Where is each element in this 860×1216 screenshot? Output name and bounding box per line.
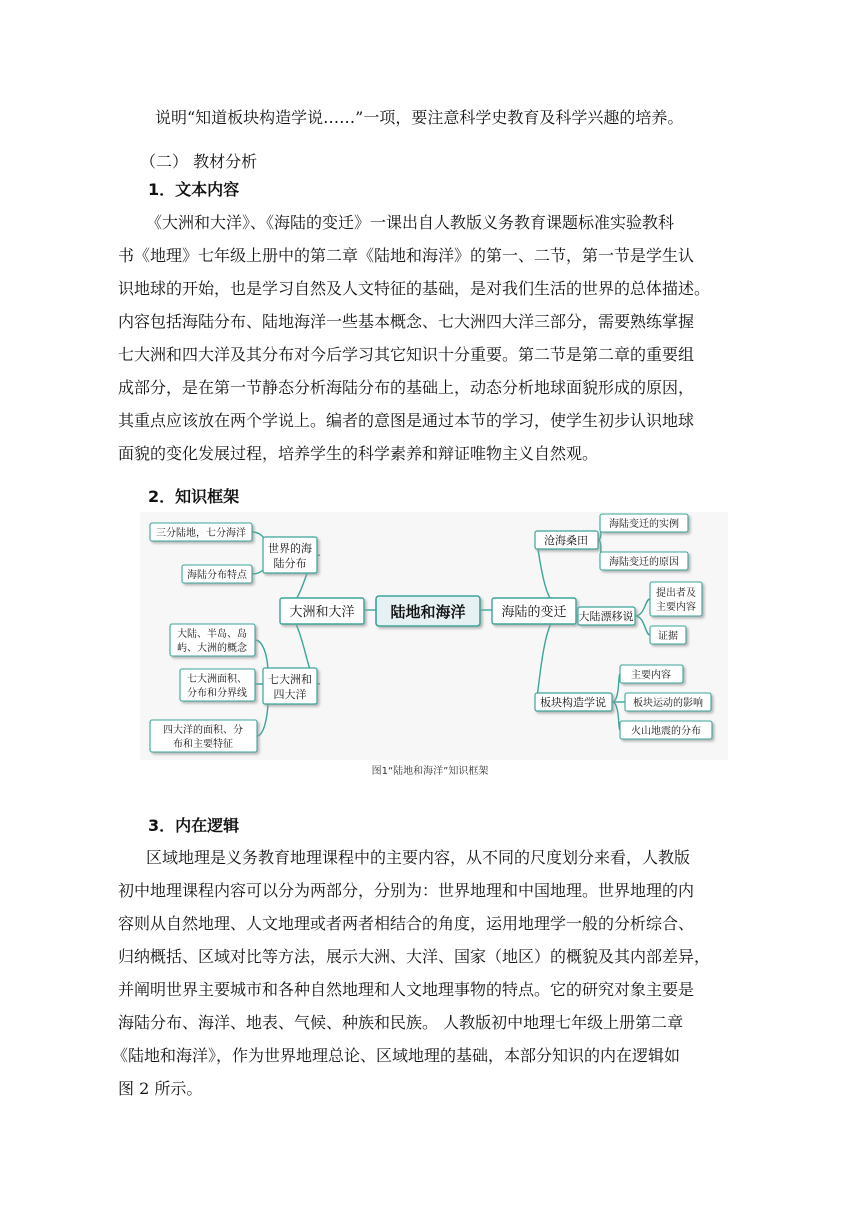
- paragraph-line: 初中地理课程内容可以分为两部分，分别为：世界地理和中国地理。世界地理的内: [118, 881, 695, 900]
- sub-node-label: 陆分布: [273, 557, 307, 570]
- main-node-continents-oceans: [280, 598, 364, 624]
- paragraph-line: 《陆地和海洋》，作为世界地理总论、区域地理的基础，本部分知识的内在逻辑如: [112, 1046, 681, 1065]
- knowledge-framework-mindmap: [140, 512, 728, 760]
- main-node-sea-land-change: [492, 598, 576, 624]
- leaf-node-label: 海陆分布特点: [187, 570, 247, 581]
- main-node-label: 海陆的变迁: [501, 605, 567, 620]
- leaf-node-label: 板块运动的影响: [633, 698, 703, 709]
- sub-node-label: 大陆漂移说: [578, 610, 634, 623]
- sub-node-label: 四大洋: [273, 688, 307, 701]
- main-node-label: 大洲和大洋: [289, 605, 355, 620]
- leaf-node-label: 火山地震的分布: [631, 726, 701, 737]
- paragraph-line: 书《地理》七年级上册中的第二章《陆地和海洋》的第一、二节，第一节是学生认: [118, 246, 695, 265]
- leaf-node: [600, 552, 688, 570]
- leaf-node-label: 布和主要特征: [173, 739, 233, 750]
- leaf-node-label: 海陆变迁的原因: [609, 557, 679, 568]
- leaf-node: [650, 582, 702, 616]
- center-node-label: 陆地和海洋: [390, 603, 466, 621]
- sub-node-continental-drift: [578, 607, 635, 625]
- subheading-internal-logic: 3．内在逻辑: [148, 816, 240, 835]
- paragraph-line: 海陆分布、海洋、地表、气候、种族和民族。 人教版初中地理七年级上册第二章: [118, 1013, 684, 1032]
- leaf-node: [625, 693, 711, 711]
- sub-node-label: 板块构造学说: [540, 696, 606, 709]
- paragraph-line: 成部分，是在第一节静态分析海陆分布的基础上，动态分析地球面貌形成的原因，: [118, 378, 695, 397]
- leaf-node-label: 屿、大洲的概念: [177, 643, 247, 654]
- leaf-node: [150, 523, 252, 541]
- leaf-node-label: 证据: [658, 631, 678, 642]
- leaf-node-label: 提出者及: [656, 588, 696, 599]
- leaf-node: [650, 626, 686, 644]
- leaf-node-label: 分布和分界线: [187, 688, 247, 699]
- sub-node-label: 沧海桑田: [544, 534, 588, 547]
- leaf-node: [600, 514, 688, 532]
- sub-node-plate-tectonics: [535, 693, 612, 711]
- paragraph-line: 《大洲和大洋》、《海陆的变迁》一课出自人教版义务教育课题标准实验教科: [146, 213, 675, 232]
- leaf-node-label: 主要内容: [631, 670, 671, 681]
- subheading-knowledge-framework: 2．知识框架: [148, 487, 240, 506]
- leaf-node: [180, 669, 255, 701]
- section-heading-textbook-analysis: （二） 教材分析: [140, 152, 258, 171]
- paragraph-line: 面貌的变化发展过程，培养学生的科学素养和辩证唯物主义自然观。: [118, 444, 599, 463]
- center-node: [376, 596, 480, 626]
- paragraph-line: 图 2 所示。: [118, 1079, 203, 1098]
- sub-node-vicissitudes: [535, 531, 598, 549]
- leaf-node-label: 海陆变迁的实例: [609, 519, 679, 530]
- leaf-node: [620, 665, 683, 683]
- paragraph-line: 归纳概括、区域对比等方法，展示大洲、大洋、国家（地区）的概貌及其内部差异，: [118, 947, 711, 966]
- paragraph-line: 区域地理是义务教育地理课程中的主要内容，从不同的尺度划分来看，人教版: [146, 848, 691, 867]
- leaf-node-label: 大陆、半岛、岛: [177, 629, 247, 640]
- figure-caption: 图1“陆地和海洋”知识框架: [371, 766, 489, 777]
- intro-line: 说明“知道板块构造学说……”一项，要注意科学史教育及科学兴趣的培养。: [155, 108, 684, 127]
- leaf-node: [182, 565, 252, 583]
- leaf-node-label: 七大洲面积、: [187, 674, 247, 685]
- leaf-node-label: 主要内容: [656, 602, 696, 613]
- leaf-node: [150, 720, 257, 752]
- paragraph-line: 其重点应该放在两个学说上。编者的意图是通过本节的学习，使学生初步认识地球: [118, 411, 695, 430]
- leaf-node-label: 四大洋的面积、分: [163, 725, 243, 736]
- sub-node-label: 七大洲和: [268, 673, 312, 686]
- sub-node-label: 世界的海: [268, 542, 312, 555]
- paragraph-line: 七大洲和四大洋及其分布对今后学习其它知识十分重要。第二节是第二章的重要组: [118, 345, 695, 364]
- paragraph-line: 并阐明世界主要城市和各种自然地理和人文地理事物的特点。它的研究对象主要是: [118, 980, 695, 999]
- paragraph-line: 内容包括海陆分布、陆地海洋一些基本概念、七大洲四大洋三部分，需要熟练掌握: [118, 312, 695, 331]
- paragraph-line: 识地球的开始，也是学习自然及人文特征的基础，是对我们生活的世界的总体描述。: [118, 279, 711, 298]
- sub-node-seven-continents: [263, 668, 317, 704]
- leaf-node-label: 三分陆地，七分海洋: [156, 528, 246, 539]
- paragraph-line: 容则从自然地理、人文地理或者两者相结合的角度，运用地理学一般的分析综合、: [118, 914, 695, 933]
- sub-node-world-distribution: [263, 537, 317, 573]
- leaf-node: [170, 624, 255, 656]
- leaf-node: [620, 721, 712, 739]
- subheading-text-content: 1．文本内容: [148, 180, 240, 199]
